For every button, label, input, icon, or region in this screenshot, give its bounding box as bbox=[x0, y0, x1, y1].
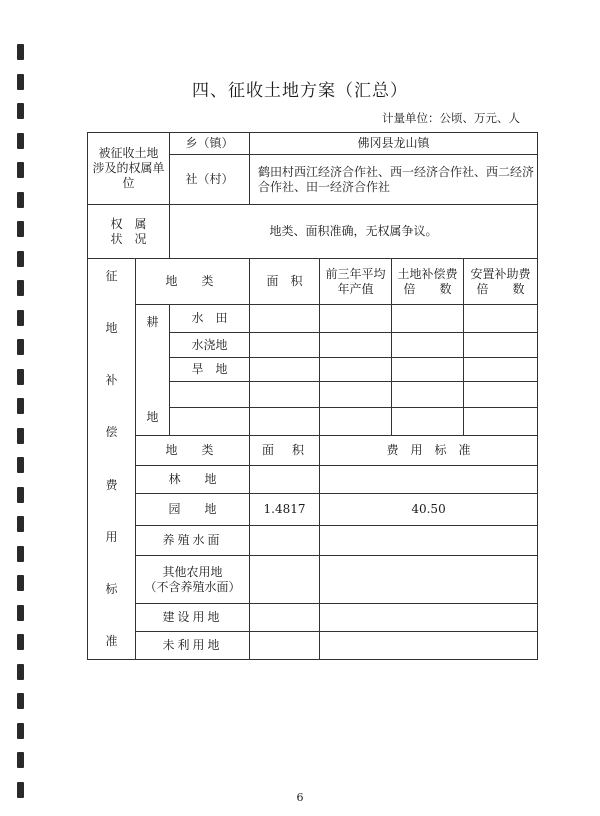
header-resettle-line2: 倍 数 bbox=[476, 281, 525, 296]
header2-area: 面 积 bbox=[250, 436, 320, 466]
header-avg-output-line2: 年产值 bbox=[337, 281, 374, 296]
land-row-standard bbox=[320, 632, 538, 660]
cultivated-row-type: 旱 地 bbox=[170, 358, 250, 382]
compensation-side-label bbox=[88, 259, 136, 660]
table-cell bbox=[320, 333, 392, 358]
binding-hole bbox=[17, 664, 24, 680]
cultivated-row-type bbox=[170, 382, 250, 408]
land-row-area bbox=[250, 604, 320, 632]
header-avg-output-line1: 前三年平均 bbox=[325, 266, 386, 281]
binding-hole bbox=[17, 575, 24, 591]
land-row-standard bbox=[320, 556, 538, 604]
land-row-area bbox=[250, 556, 320, 604]
header-land-comp bbox=[392, 259, 464, 305]
ownership-label-line1: 被征收土地 bbox=[98, 146, 159, 160]
header2-standard: 费 用 标 准 bbox=[320, 436, 538, 466]
land-row-standard bbox=[320, 466, 538, 494]
table-cell bbox=[392, 358, 464, 382]
binding-hole bbox=[17, 192, 24, 208]
binding-hole bbox=[17, 133, 24, 149]
binding-hole bbox=[17, 457, 24, 473]
binding-hole bbox=[17, 162, 24, 178]
land-row-area bbox=[250, 526, 320, 556]
land-row-standard bbox=[320, 526, 538, 556]
status-label-line2: 状 况 bbox=[110, 231, 147, 246]
binding-hole bbox=[17, 487, 24, 503]
ownership-label-line2: 涉及的权属单位 bbox=[92, 161, 165, 190]
side-label-char: 用 bbox=[105, 529, 118, 544]
village-value: 鹤田村西江经济合作社、西一经济合作社、西二经济合作社、田一经济合作社 bbox=[250, 155, 538, 205]
table-cell bbox=[464, 382, 538, 408]
cultivated-label bbox=[136, 305, 170, 436]
units-note: 计量单位：公顷、万元、人 bbox=[382, 111, 520, 125]
land-acquisition-table bbox=[87, 132, 538, 660]
village-label: 社（村） bbox=[170, 155, 250, 205]
table-cell bbox=[464, 333, 538, 358]
township-value: 佛冈县龙山镇 bbox=[250, 133, 538, 155]
cultivated-row-type bbox=[170, 408, 250, 436]
binding-hole bbox=[17, 339, 24, 355]
binding-hole bbox=[17, 634, 24, 650]
land-row-area: 1.4817 bbox=[250, 494, 320, 526]
binding-hole bbox=[17, 103, 24, 119]
side-label-char: 地 bbox=[105, 321, 118, 336]
binding-hole bbox=[17, 310, 24, 326]
land-row-type: 林 地 bbox=[136, 466, 250, 494]
table-cell bbox=[464, 305, 538, 333]
table-cell bbox=[250, 305, 320, 333]
header-resettle-line1: 安置补助费 bbox=[470, 266, 531, 281]
land-row-area bbox=[250, 632, 320, 660]
binding-hole bbox=[17, 546, 24, 562]
land-row-type: 养殖水面 bbox=[136, 526, 250, 556]
header-land-comp-line2: 倍 数 bbox=[403, 281, 452, 296]
binding-hole bbox=[17, 516, 24, 532]
land-row-type-line1: 其他农用地 bbox=[162, 564, 223, 579]
header-land-type: 地 类 bbox=[136, 259, 250, 305]
binding-hole bbox=[17, 428, 24, 444]
binding-hole bbox=[17, 221, 24, 237]
status-label-line1: 权 属 bbox=[110, 216, 147, 231]
binding-hole bbox=[17, 605, 24, 621]
table-cell bbox=[250, 333, 320, 358]
binding-hole bbox=[17, 752, 24, 768]
page-number: 6 bbox=[296, 791, 304, 804]
header-avg-output bbox=[320, 259, 392, 305]
page-title: 四、征收土地方案（汇总） bbox=[192, 81, 408, 101]
side-label-char: 征 bbox=[105, 269, 118, 283]
land-row-standard: 40.50 bbox=[320, 494, 538, 526]
side-label-char: 标 bbox=[105, 581, 118, 596]
status-label bbox=[88, 205, 170, 259]
table-cell bbox=[392, 305, 464, 333]
binding-hole bbox=[17, 44, 24, 60]
table-cell bbox=[392, 333, 464, 358]
header-resettle bbox=[464, 259, 538, 305]
land-row-standard bbox=[320, 604, 538, 632]
binding-hole bbox=[17, 693, 24, 709]
ownership-label bbox=[88, 133, 170, 205]
table-cell bbox=[320, 408, 392, 436]
land-row-area bbox=[250, 466, 320, 494]
header2-land-type: 地 类 bbox=[136, 436, 250, 466]
status-value: 地类、面积准确，无权属争议。 bbox=[170, 205, 538, 259]
cultivated-label-char1: 耕 bbox=[146, 315, 159, 329]
township-label: 乡（镇） bbox=[170, 133, 250, 155]
side-label-char: 准 bbox=[105, 633, 118, 648]
side-label-char: 费 bbox=[105, 477, 118, 492]
land-row-type bbox=[136, 556, 250, 604]
cultivated-row-type: 水 田 bbox=[170, 305, 250, 333]
land-row-type: 建设用地 bbox=[136, 604, 250, 632]
land-row-type: 园 地 bbox=[136, 494, 250, 526]
binding-hole bbox=[17, 251, 24, 267]
table-cell bbox=[250, 358, 320, 382]
table-cell bbox=[250, 382, 320, 408]
table-cell bbox=[392, 382, 464, 408]
binding-hole bbox=[17, 369, 24, 385]
binding-holes bbox=[17, 0, 25, 816]
land-row-type-line2: （不含养殖水面） bbox=[144, 579, 241, 594]
table-cell bbox=[250, 408, 320, 436]
header-area: 面 积 bbox=[250, 259, 320, 305]
table-cell bbox=[320, 305, 392, 333]
table-cell bbox=[464, 358, 538, 382]
table-cell bbox=[320, 358, 392, 382]
table-cell bbox=[320, 382, 392, 408]
side-label-char: 偿 bbox=[105, 425, 118, 440]
land-row-type: 未利用地 bbox=[136, 632, 250, 660]
table-cell bbox=[392, 408, 464, 436]
side-label-char: 补 bbox=[105, 373, 118, 388]
table-cell bbox=[464, 408, 538, 436]
binding-hole bbox=[17, 398, 24, 414]
cultivated-row-type: 水浇地 bbox=[170, 333, 250, 358]
cultivated-label-char2: 地 bbox=[146, 410, 159, 424]
binding-hole bbox=[17, 280, 24, 296]
header-land-comp-line1: 土地补偿费 bbox=[397, 266, 458, 281]
binding-hole bbox=[17, 723, 24, 739]
